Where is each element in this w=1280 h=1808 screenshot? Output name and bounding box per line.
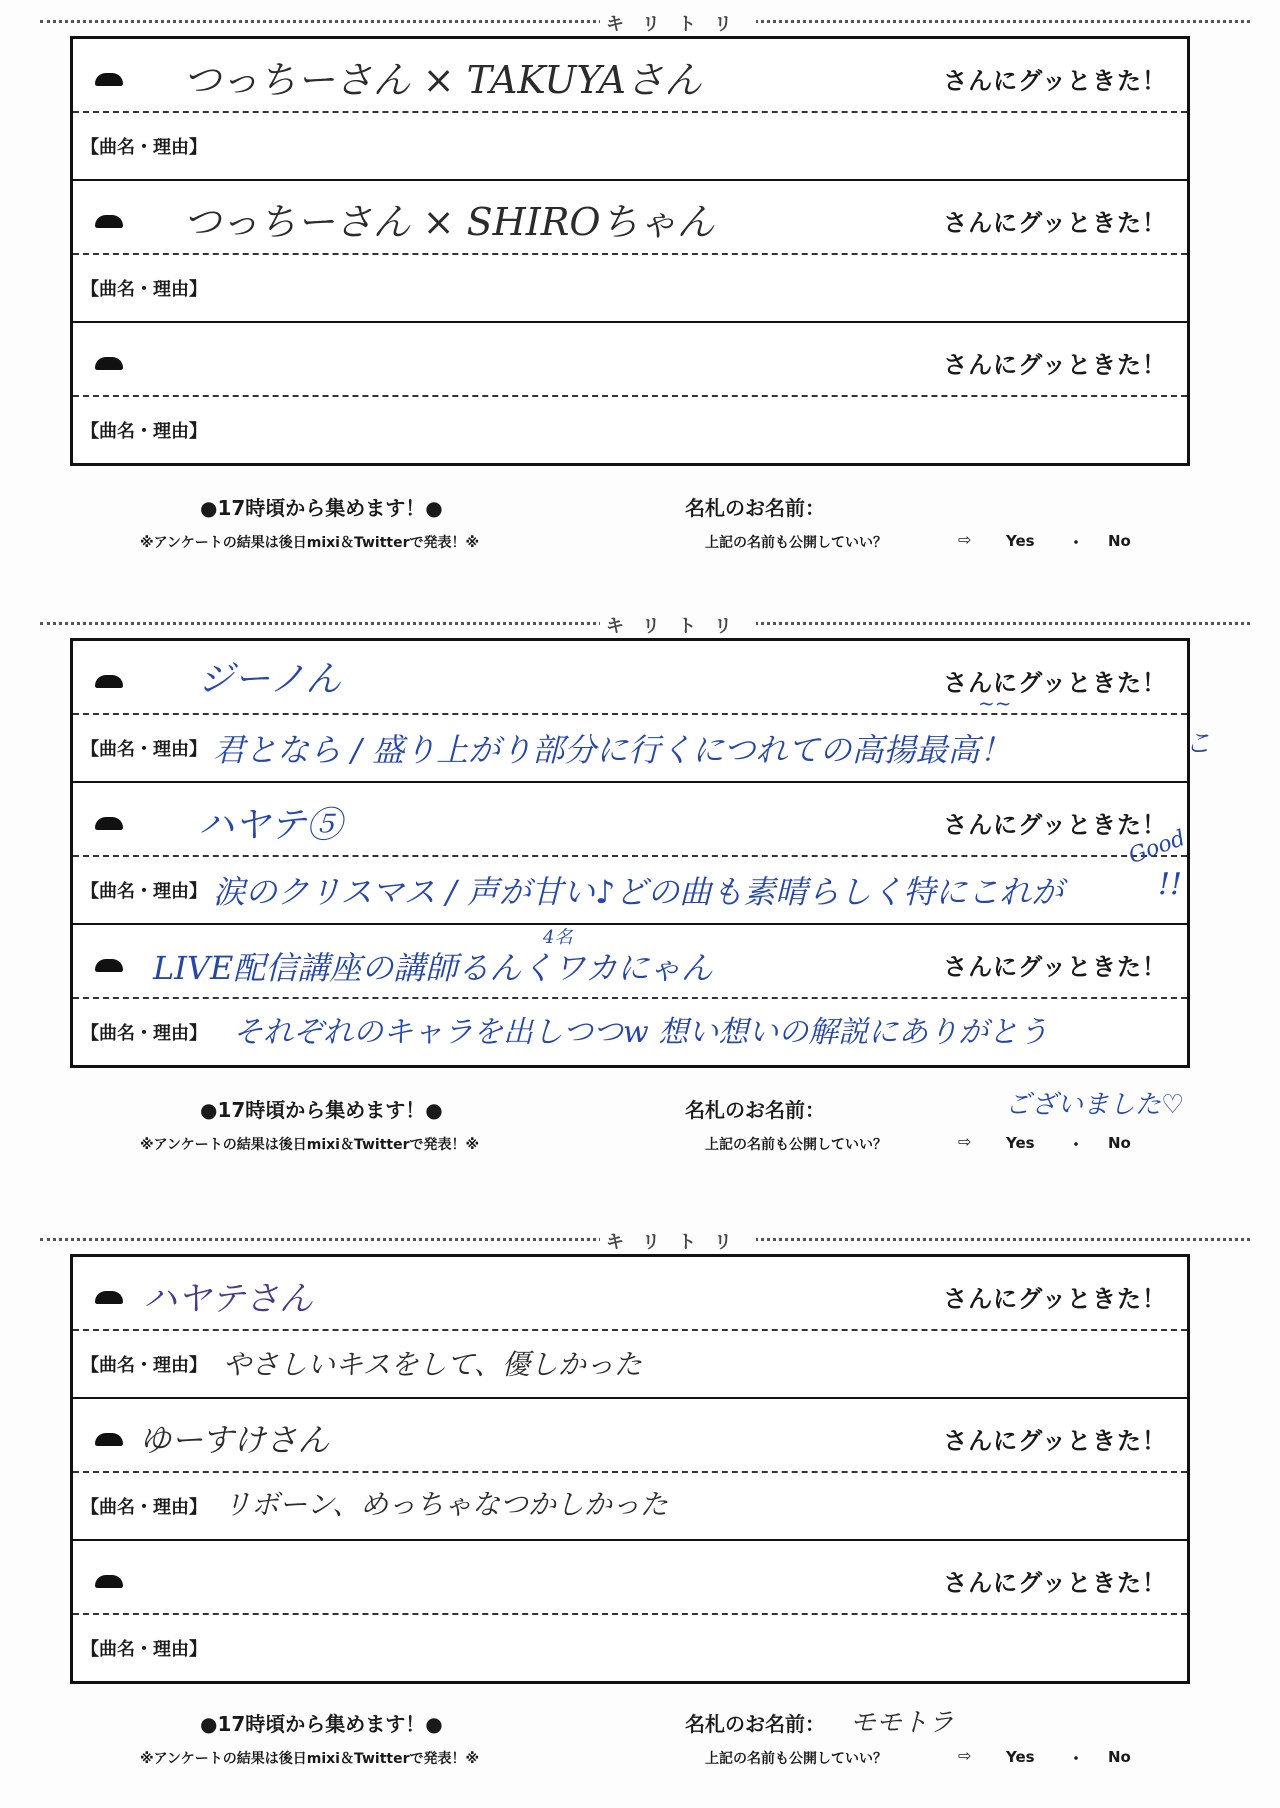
card-3-footer [70,1708,1190,1788]
entry-row [73,641,1212,783]
name-line [73,1541,1187,1615]
public-question: 上記の名前も公開していい？ [705,1137,887,1153]
entry-row [73,39,1187,181]
option-separator: ・ [1068,1135,1085,1154]
tear-line-3 [40,1232,1250,1253]
entry-row [73,1257,1187,1399]
gut-label: さんにグッときた！ [943,669,1167,697]
entry-row [73,323,1187,465]
handwritten-name: つっちーさん × TAKUYAさん [183,58,702,102]
bullet-icon [95,1575,123,1588]
reason-line [73,1613,1187,1683]
reason-label: 【曲名・理由】 [81,1639,207,1660]
reason-label: 【曲名・理由】 [81,881,207,902]
reason-label: 【曲名・理由】 [81,1023,207,1044]
bullet-icon [95,215,123,228]
handwritten-reason: 君となら / 盛り上がり部分に行くにつれての高揚最高！ [213,731,1012,769]
reason-label: 【曲名・理由】 [81,1497,207,1518]
tear-label: キリトリ [600,612,756,638]
no-option[interactable]: No [1108,532,1131,550]
tear-line-1 [40,14,1250,35]
handwritten-name: ゆーすけさん [139,1421,330,1459]
name-line [73,783,1187,857]
gut-label: さんにグッときた！ [943,67,1167,95]
handwritten-reason: それぞれのキャラを出しつつw 想い想いの解説にありがとう [233,1015,1049,1050]
gut-label: さんにグッときた！ [943,1427,1167,1455]
entry-row [73,181,1187,323]
name-line [73,323,1187,397]
bullet-icon [95,817,123,830]
yes-option[interactable]: Yes [1006,1134,1035,1152]
reason-label: 【曲名・理由】 [81,279,207,300]
yes-option[interactable]: Yes [1006,532,1035,550]
name-tag-label: 名札のお名前： [685,1712,825,1736]
public-question: 上記の名前も公開していい？ [705,535,887,551]
handwritten-name: ハヤテさん [143,1279,313,1319]
handwritten-extra-note: ございました♡ [1005,1090,1185,1120]
gut-label: さんにグッときた！ [943,953,1167,981]
reason-line [73,1471,1187,1541]
gut-label: さんにグッときた！ [943,1569,1167,1597]
reason-line [73,395,1187,465]
handwritten-annotation: Good [1125,825,1189,870]
bullet-icon [95,959,123,972]
collect-time: ●17時頃から集めます！● [200,1098,443,1122]
bullet-icon [95,1433,123,1446]
reason-line [73,253,1187,323]
gut-label: さんにグッときた！ [943,209,1167,237]
handwritten-reason: 涙のクリスマス / 声が甘い♪どの曲も素晴らしく特にこれが [213,873,1064,911]
card-1-footer [70,492,1190,572]
name-tag-label: 名札のお名前： [685,1098,825,1122]
reason-line [73,1329,1187,1399]
yes-option[interactable]: Yes [1006,1748,1035,1766]
name-tag-label: 名札のお名前： [685,496,825,520]
results-note: ※アンケートの結果は後日mixi＆Twitterで発表！※ [140,1751,480,1767]
reason-label: 【曲名・理由】 [81,1355,207,1376]
entry-row [73,1541,1187,1683]
name-line [73,641,1187,715]
tear-line-2 [40,616,1250,637]
handwritten-name: つっちーさん × SHIROちゃん [183,200,715,244]
name-line [73,181,1187,255]
bullet-icon [95,1291,123,1304]
reason-line [73,997,1187,1067]
bullet-icon [95,73,123,86]
collect-time: ●17時頃から集めます！● [200,1712,443,1736]
public-question: 上記の名前も公開していい？ [705,1751,887,1767]
reason-label: 【曲名・理由】 [81,739,207,760]
reason-line [73,111,1187,181]
gut-label: さんにグッときた！ [943,351,1167,379]
name-line [73,1257,1187,1331]
gut-label: さんにグッときた！ [943,811,1167,839]
gut-label: さんにグッときた！ [943,1285,1167,1313]
handwritten-name: ハヤテ⑤ [198,805,343,846]
handwritten-annotation: ~~ [978,691,1012,715]
handwritten-tail: !! [1158,867,1183,902]
no-option[interactable]: No [1108,1748,1131,1766]
reason-line [73,691,1212,783]
survey-card-3 [70,1254,1190,1684]
tear-label: キリトリ [600,1228,756,1254]
name-line [73,925,1187,999]
entry-row [73,925,1187,1067]
signed-name: モモトラ [850,1708,955,1738]
card-2-footer [70,1090,1190,1174]
results-note: ※アンケートの結果は後日mixi＆Twitterで発表！※ [140,1137,480,1153]
no-option[interactable]: No [1108,1134,1131,1152]
name-line [73,1399,1187,1473]
reason-label: 【曲名・理由】 [81,421,207,442]
name-line [73,39,1187,113]
handwritten-name: ジーノん [198,659,342,700]
handwritten-tail: こ [1185,729,1212,759]
handwritten-annotation: 4名 [543,927,573,948]
handwritten-reason: やさしいキスをして、優しかった [223,1348,642,1381]
entry-row [73,783,1187,925]
survey-card-2 [70,638,1212,1068]
bullet-icon [95,675,123,688]
arrow-right-icon: ⇨ [958,530,972,549]
entry-row [73,1399,1187,1541]
option-separator: ・ [1068,533,1085,552]
tear-label: キリトリ [600,10,756,36]
handwritten-reason: リボーン、めっちゃなつかしかった [223,1488,668,1521]
reason-label: 【曲名・理由】 [81,137,207,158]
bullet-icon [95,357,123,370]
option-separator: ・ [1068,1749,1085,1768]
arrow-right-icon: ⇨ [958,1132,972,1151]
collect-time: ●17時頃から集めます！● [200,496,443,520]
results-note: ※アンケートの結果は後日mixi＆Twitterで発表！※ [140,535,480,551]
survey-card-1 [70,36,1190,466]
handwritten-name: LIVE配信講座の講師るんくワカにゃん [153,949,713,987]
arrow-right-icon: ⇨ [958,1746,972,1765]
